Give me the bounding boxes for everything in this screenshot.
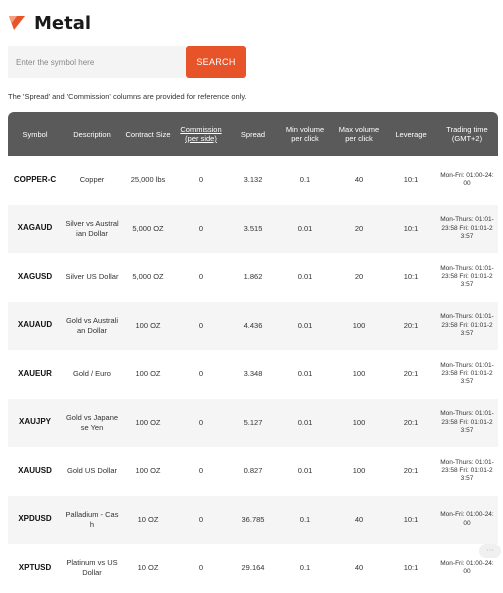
description-cell: Gold vs Japanese Yen	[62, 399, 122, 448]
spread-cell: 3.515	[228, 205, 278, 254]
page-title: Metal	[34, 12, 92, 34]
col-spread-label: Spread	[240, 129, 266, 139]
min-volume-cell: 0.1	[299, 175, 311, 185]
symbol-cell: XAGAUD	[8, 205, 62, 254]
contract-size-cell: 100 OZ	[135, 369, 161, 379]
symbol-cell: XAUJPY	[8, 399, 62, 448]
symbol-cell: XPTUSD	[18, 562, 52, 572]
table-row	[8, 399, 498, 448]
col-description-header	[62, 112, 122, 156]
col-leverage-label: Leverage	[395, 129, 427, 139]
contract-size-cell: 10 OZ	[137, 563, 159, 573]
max-volume-cell: 40	[354, 175, 364, 185]
commission-cell: 0	[174, 399, 228, 448]
table-row	[8, 253, 498, 302]
leverage-cell: 10:1	[403, 563, 419, 573]
col-min-volume-label: Min volume per click	[285, 125, 325, 143]
col-max-volume-label: Max volume per click	[338, 125, 380, 143]
trading-time-cell: Mon-Thurs: 01:01-23:58 Fri: 01:01-23:57	[440, 361, 494, 386]
description-cell: Platinum vs US Dollar	[66, 558, 118, 578]
col-symbol-label: Symbol	[22, 129, 48, 139]
spread-cell: 29.164	[241, 563, 265, 573]
max-volume-cell: 20	[354, 272, 364, 282]
contract-size-cell: 100 OZ	[122, 399, 174, 448]
contract-size-cell: 100 OZ	[122, 302, 174, 351]
description-cell: Gold vs Australian Dollar	[62, 302, 122, 351]
spread-cell: 3.348	[243, 369, 263, 379]
symbols-table-container	[8, 112, 498, 578]
max-volume-cell: 100	[332, 399, 386, 448]
symbol-cell: COPPER-C	[13, 174, 57, 184]
description-cell: Copper	[79, 175, 105, 185]
leverage-cell: 10:1	[386, 496, 436, 545]
spread-cell: 1.862	[243, 272, 263, 282]
symbol-cell: XAGUSD	[17, 271, 53, 281]
min-volume-cell: 0.01	[278, 399, 332, 448]
trading-time-cell: Mon-Fri: 01:00-24:00	[440, 559, 494, 576]
min-volume-cell: 0.01	[297, 272, 313, 282]
commission-cell: 0	[174, 496, 228, 545]
col-contract-size-header	[122, 112, 174, 156]
col-trading-time-header	[436, 112, 498, 156]
table-row	[8, 302, 498, 351]
table-row	[8, 156, 498, 205]
reference-note: The 'Spread' and 'Commission' columns are provided for reference only.	[8, 92, 247, 101]
col-min-volume-header	[278, 112, 332, 156]
max-volume-cell: 100	[352, 369, 366, 379]
contract-size-cell: 5,000 OZ	[132, 272, 164, 282]
commission-cell: 0	[198, 272, 204, 282]
description-cell: Gold / Euro	[73, 369, 111, 379]
symbols-table	[8, 112, 498, 593]
min-volume-cell: 0.1	[278, 496, 332, 545]
page-header	[8, 10, 91, 36]
col-symbol-header	[8, 112, 62, 156]
col-trading-time-label: Trading time (GMT+2)	[446, 125, 488, 143]
table-row	[8, 496, 498, 545]
col-commission-header[interactable]	[174, 112, 228, 156]
leverage-cell: 20:1	[386, 302, 436, 351]
max-volume-cell: 20	[332, 205, 386, 254]
commission-cell: 0	[198, 466, 204, 476]
col-spread-header	[228, 112, 278, 156]
table-row	[8, 350, 498, 399]
table-header-row	[8, 112, 498, 156]
spread-cell: 36.785	[228, 496, 278, 545]
spread-cell: 4.436	[228, 302, 278, 351]
min-volume-cell: 0.01	[278, 302, 332, 351]
trading-time-cell: Mon-Thurs: 01:01-23:58 Fri: 01:01-23:57	[436, 399, 498, 448]
brand-logo-icon	[8, 14, 26, 32]
table-row	[8, 544, 498, 593]
commission-cell: 0	[174, 302, 228, 351]
symbol-cell: XAUUSD	[18, 465, 52, 475]
contract-size-cell: 5,000 OZ	[122, 205, 174, 254]
leverage-cell: 20:1	[403, 369, 419, 379]
table-row	[8, 205, 498, 254]
commission-cell: 0	[174, 205, 228, 254]
search-button[interactable]: SEARCH	[186, 46, 246, 78]
symbol-search-input[interactable]	[8, 46, 186, 78]
table-row	[8, 447, 498, 496]
trading-time-cell: Mon-Thurs: 01:01-23:58 Fri: 01:01-23:57	[440, 264, 494, 289]
spread-cell: 3.132	[243, 175, 263, 185]
min-volume-cell: 0.01	[297, 369, 313, 379]
col-max-volume-header	[332, 112, 386, 156]
description-cell: Palladium - Cash	[62, 496, 122, 545]
description-cell: Silver US Dollar	[65, 272, 119, 282]
spread-cell: 5.127	[228, 399, 278, 448]
max-volume-cell: 100	[332, 302, 386, 351]
description-cell: Silver vs Australian Dollar	[62, 205, 122, 254]
leverage-cell: 10:1	[403, 175, 419, 185]
col-leverage-header	[386, 112, 436, 156]
search-bar	[8, 46, 248, 78]
contract-size-cell: 100 OZ	[135, 466, 161, 476]
max-volume-cell: 100	[352, 466, 366, 476]
symbol-cell: XPDUSD	[8, 496, 62, 545]
trading-time-cell: Mon-Thurs: 01:01-23:58 Fri: 01:01-23:57	[436, 302, 498, 351]
col-contract-size-label: Contract Size	[125, 129, 171, 139]
leverage-cell: 10:1	[386, 205, 436, 254]
leverage-cell: 20:1	[386, 399, 436, 448]
symbol-cell: XAUEUR	[18, 368, 52, 378]
trading-time-cell: Mon-Thurs: 01:01-23:58 Fri: 01:01-23:57	[436, 205, 498, 254]
commission-cell: 0	[198, 175, 204, 185]
min-volume-cell: 0.01	[278, 205, 332, 254]
min-volume-cell: 0.1	[299, 563, 311, 573]
chat-widget-button[interactable]: ···	[479, 544, 501, 558]
leverage-cell: 20:1	[403, 466, 419, 476]
max-volume-cell: 40	[332, 496, 386, 545]
commission-cell: 0	[198, 563, 204, 573]
spread-cell: 0.827	[243, 466, 263, 476]
trading-time-cell: Mon-Fri: 01:00-24:00	[436, 496, 498, 545]
commission-cell: 0	[198, 369, 204, 379]
trading-time-cell: Mon-Thurs: 01:01-23:58 Fri: 01:01-23:57	[440, 458, 494, 483]
symbol-cell: XAUAUD	[8, 302, 62, 351]
table-body	[8, 156, 498, 593]
max-volume-cell: 40	[354, 563, 364, 573]
col-commission-label: Commission (per side)	[180, 125, 222, 143]
contract-size-cell: 25,000 lbs	[130, 175, 166, 185]
description-cell: Gold US Dollar	[66, 466, 118, 476]
min-volume-cell: 0.01	[297, 466, 313, 476]
leverage-cell: 10:1	[403, 272, 419, 282]
trading-time-cell: Mon-Fri: 01:00-24:00	[440, 171, 494, 188]
contract-size-cell: 10 OZ	[122, 496, 174, 545]
col-description-label: Description	[73, 129, 111, 139]
